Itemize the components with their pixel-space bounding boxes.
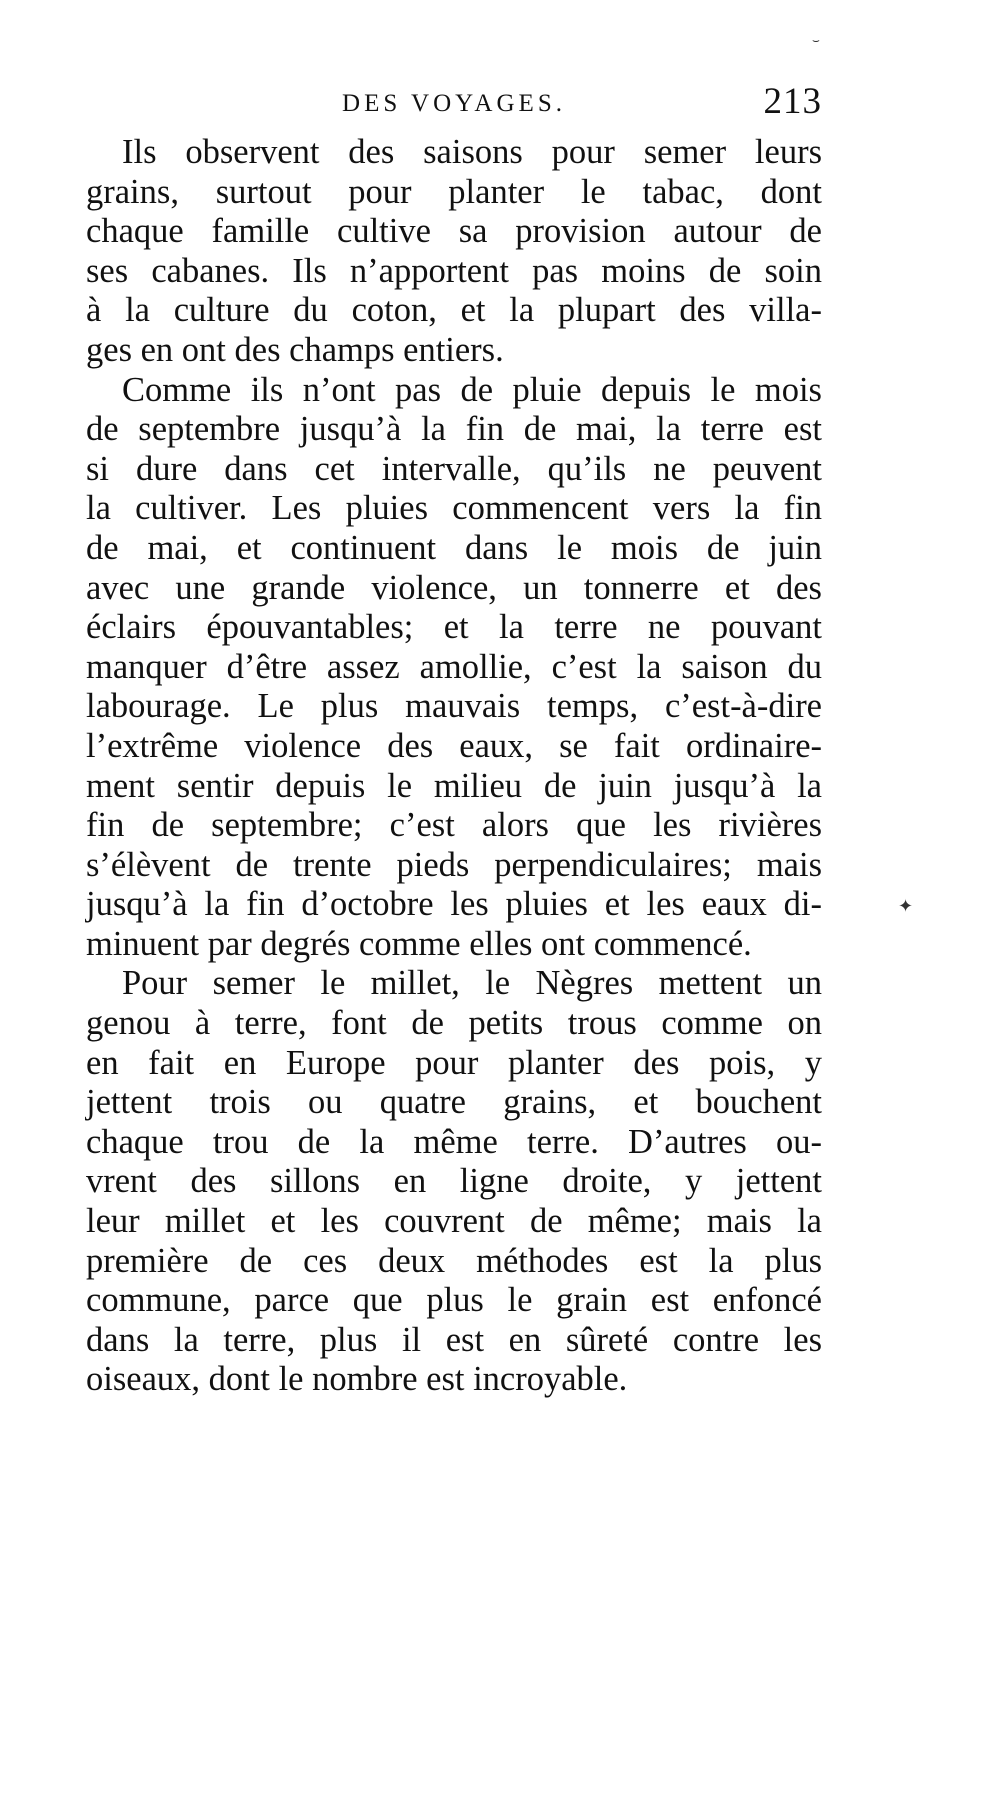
- text-line: oiseaux, dont le nombre est incroyable.: [86, 1360, 628, 1399]
- text-line: Ils observent des saisons pour semer leurs: [122, 133, 822, 171]
- text-line: en fait en Europe pour planter des pois, y: [86, 1043, 822, 1082]
- text-line: de septembre jusqu’à la fin de mai, la terre est: [86, 410, 822, 449]
- text-line: vrent des sillons en ligne droite, y jettent: [86, 1162, 822, 1201]
- text-line: jusqu’à la fin d’octobre les pluies et les eaux di-: [86, 885, 822, 924]
- text-line: première de ces deux méthodes est la plus: [86, 1241, 822, 1280]
- text-line: avec une grande violence, un tonnerre et des: [86, 568, 822, 607]
- text-line: Comme ils n’ont pas de pluie depuis le mois: [122, 370, 822, 409]
- margin-mark: ✦: [898, 896, 914, 916]
- text-line: si dure dans cet intervalle, qu’ils ne peuvent: [86, 449, 822, 488]
- text-line: chaque trou de la même terre. D’autres ou-: [86, 1122, 822, 1161]
- text-line: genou à terre, font de petits trous comme on: [86, 1004, 822, 1043]
- corner-mark: ⌣: [812, 33, 820, 47]
- text-line: fin de septembre; c’est alors que les rivières: [86, 806, 822, 845]
- text-line: commune, parce que plus le grain est enfoncé: [86, 1281, 822, 1320]
- text-line: grains, surtout pour planter le tabac, dont: [86, 172, 822, 211]
- text-line: dans la terre, plus il est en sûreté contre les: [86, 1320, 822, 1359]
- text-line: de mai, et continuent dans le mois de juin: [86, 528, 822, 567]
- text-line: éclairs épouvantables; et la terre ne pouvant: [86, 608, 822, 647]
- text-line: leur millet et les couvrent de même; mais la: [86, 1202, 822, 1241]
- running-header: [86, 80, 822, 120]
- text-line: l’extrême violence des eaux, se fait ordinaire-: [86, 726, 822, 765]
- text-line: ses cabanes. Ils n’apportent pas moins de soin: [86, 251, 822, 290]
- text-line: manquer d’être assez amollie, c’est la saison du: [86, 647, 822, 686]
- text-line: à la culture du coton, et la plupart des villa-: [86, 291, 822, 330]
- running-title: DES VOYAGES.: [342, 90, 566, 117]
- body-text: [86, 133, 822, 1400]
- text-line: s’élèvent de trente pieds perpendiculaires; mais: [86, 845, 822, 884]
- text-line: minuent par degrés comme elles ont commencé.: [86, 924, 752, 963]
- text-line: labourage. Le plus mauvais temps, c’est-à-dire: [86, 687, 822, 726]
- text-line: jettent trois ou quatre grains, et bouchent: [86, 1083, 822, 1122]
- text-line: la cultiver. Les pluies commencent vers la fin: [86, 489, 822, 528]
- text-line: ment sentir depuis le milieu de juin jusqu’à la: [86, 766, 822, 805]
- page-number: 213: [763, 81, 822, 122]
- text-line: ges en ont des champs entiers.: [86, 330, 504, 369]
- text-line: chaque famille cultive sa provision autour de: [86, 212, 822, 251]
- text-line: Pour semer le millet, le Nègres mettent un: [122, 964, 822, 1003]
